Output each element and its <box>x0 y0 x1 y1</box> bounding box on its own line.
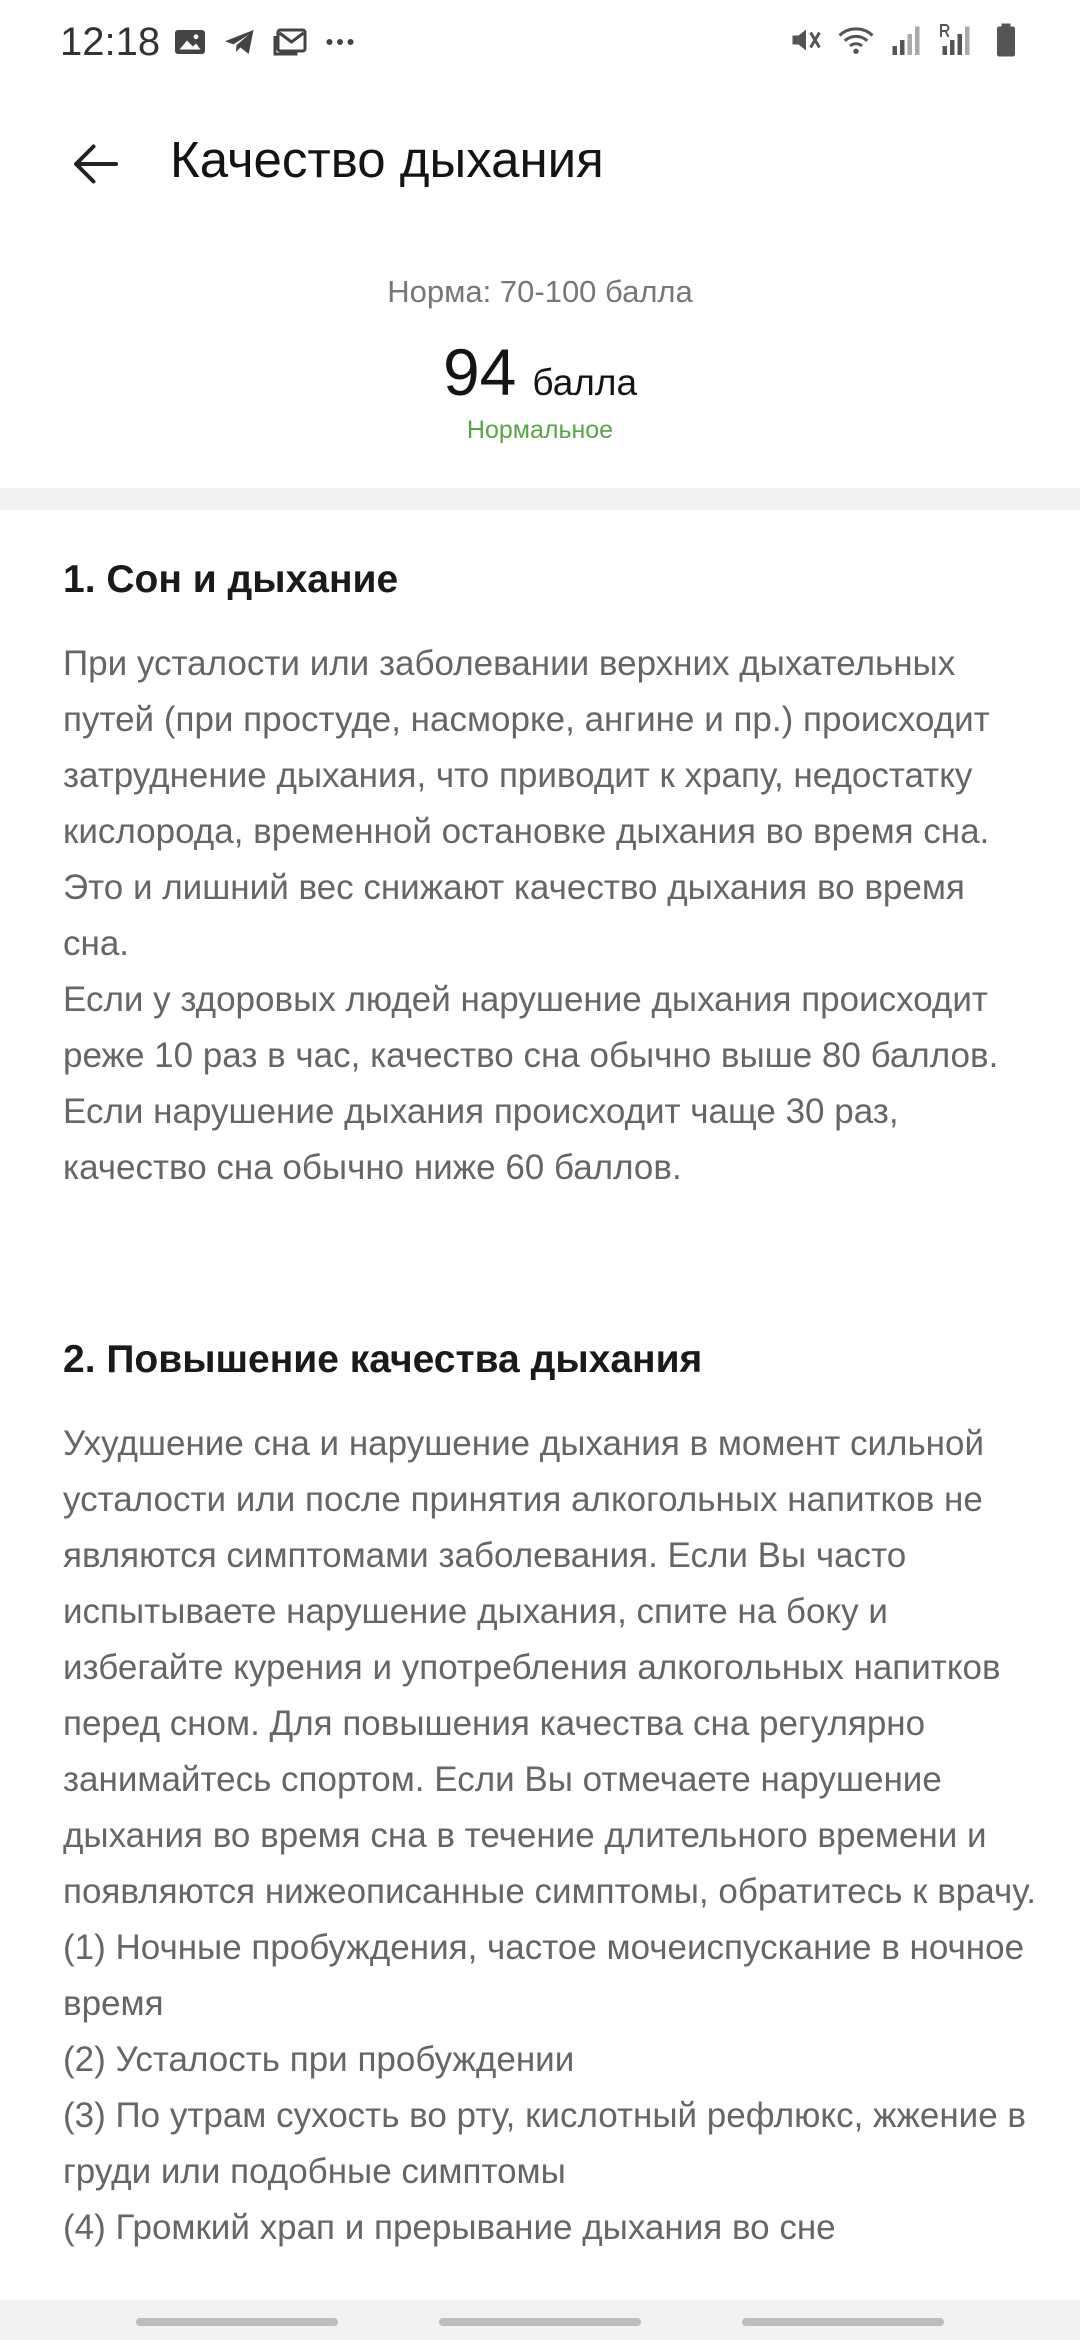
navigation-bar <box>0 2300 1080 2340</box>
wifi-icon <box>838 22 874 58</box>
status-bar <box>0 0 1080 84</box>
nav-home-button[interactable] <box>439 2318 641 2326</box>
mute-icon <box>788 22 824 58</box>
norm-range: Норма: 70-100 балла <box>387 274 693 309</box>
signal-roaming-icon <box>938 22 974 58</box>
score-value: 94 <box>442 335 517 409</box>
symptom-item: (3) По утрам сухость во рту, кислотный рефлюкс, жжение в груди или подобные симптомы <box>63 2096 1027 2191</box>
back-button[interactable] <box>56 124 136 204</box>
paragraph: Если у здоровых людей нарушение дыхания происходит реже 10 раз в час, качество сна обычно выше 80 баллов. Если нарушение дыхания происходит чаще 30 раз, качество сна обычно ниже 60 баллов. <box>63 980 999 1187</box>
section-body-improve-breathing <box>63 1416 1038 2256</box>
score-status: Нормальное <box>466 416 614 444</box>
notification-icons <box>172 24 358 60</box>
status-time: 12:18 <box>60 20 161 64</box>
section-heading-sleep-breathing: 1. Сон и дыхание <box>63 558 399 601</box>
nav-recents-button[interactable] <box>136 2318 338 2326</box>
system-icons <box>788 22 1024 58</box>
score-summary <box>0 260 1080 488</box>
signal-icon <box>888 22 924 58</box>
app-bar <box>0 110 1080 210</box>
section-body-sleep-breathing <box>63 636 1038 1196</box>
nav-back-button[interactable] <box>742 2318 944 2326</box>
gallery-icon <box>172 24 208 60</box>
symptom-item: (4) Громкий храп и прерывание дыхания во сне <box>63 2208 836 2247</box>
page-title: Качество дыхания <box>170 131 604 188</box>
battery-icon <box>988 22 1024 58</box>
paragraph: При усталости или заболевании верхних дыхательных путей (при простуде, насморке, ангине и пр.) происходит затруднение дыхания, что приводит к храпу, недостатку кислорода, временной остановке дыхания во время сна. Это и лишний вес снижают качество дыхания во время сна. <box>63 644 990 963</box>
more-notifications-icon <box>322 24 358 60</box>
section-divider <box>0 488 1080 510</box>
arrow-left-icon <box>66 134 126 194</box>
paragraph: Ухудшение сна и нарушение дыхания в момент сильной усталости или после принятия алкогольных напитков не являются симптомами заболевания. Если Вы часто испытываете нарушение дыхания, спите на боку и избегайте курения и употребления алкогольных напитков перед сном. Для повышения качества сна регулярно занимайтесь спортом. Если Вы отмечаете нарушение дыхания во время сна в течение длительного времени и появляются нижеописанные симптомы, обратитесь к врачу. <box>63 1424 1036 1911</box>
section-heading-improve-breathing: 2. Повышение качества дыхания <box>63 1338 703 1381</box>
telegram-icon <box>222 24 258 60</box>
mail-icon <box>272 24 308 60</box>
score-unit: балла <box>532 362 638 403</box>
score-line <box>0 334 1080 410</box>
symptom-item: (2) Усталость при пробуждении <box>63 2040 575 2079</box>
symptom-item: (1) Ночные пробуждения, частое мочеиспускание в ночное время <box>63 1928 1025 2023</box>
